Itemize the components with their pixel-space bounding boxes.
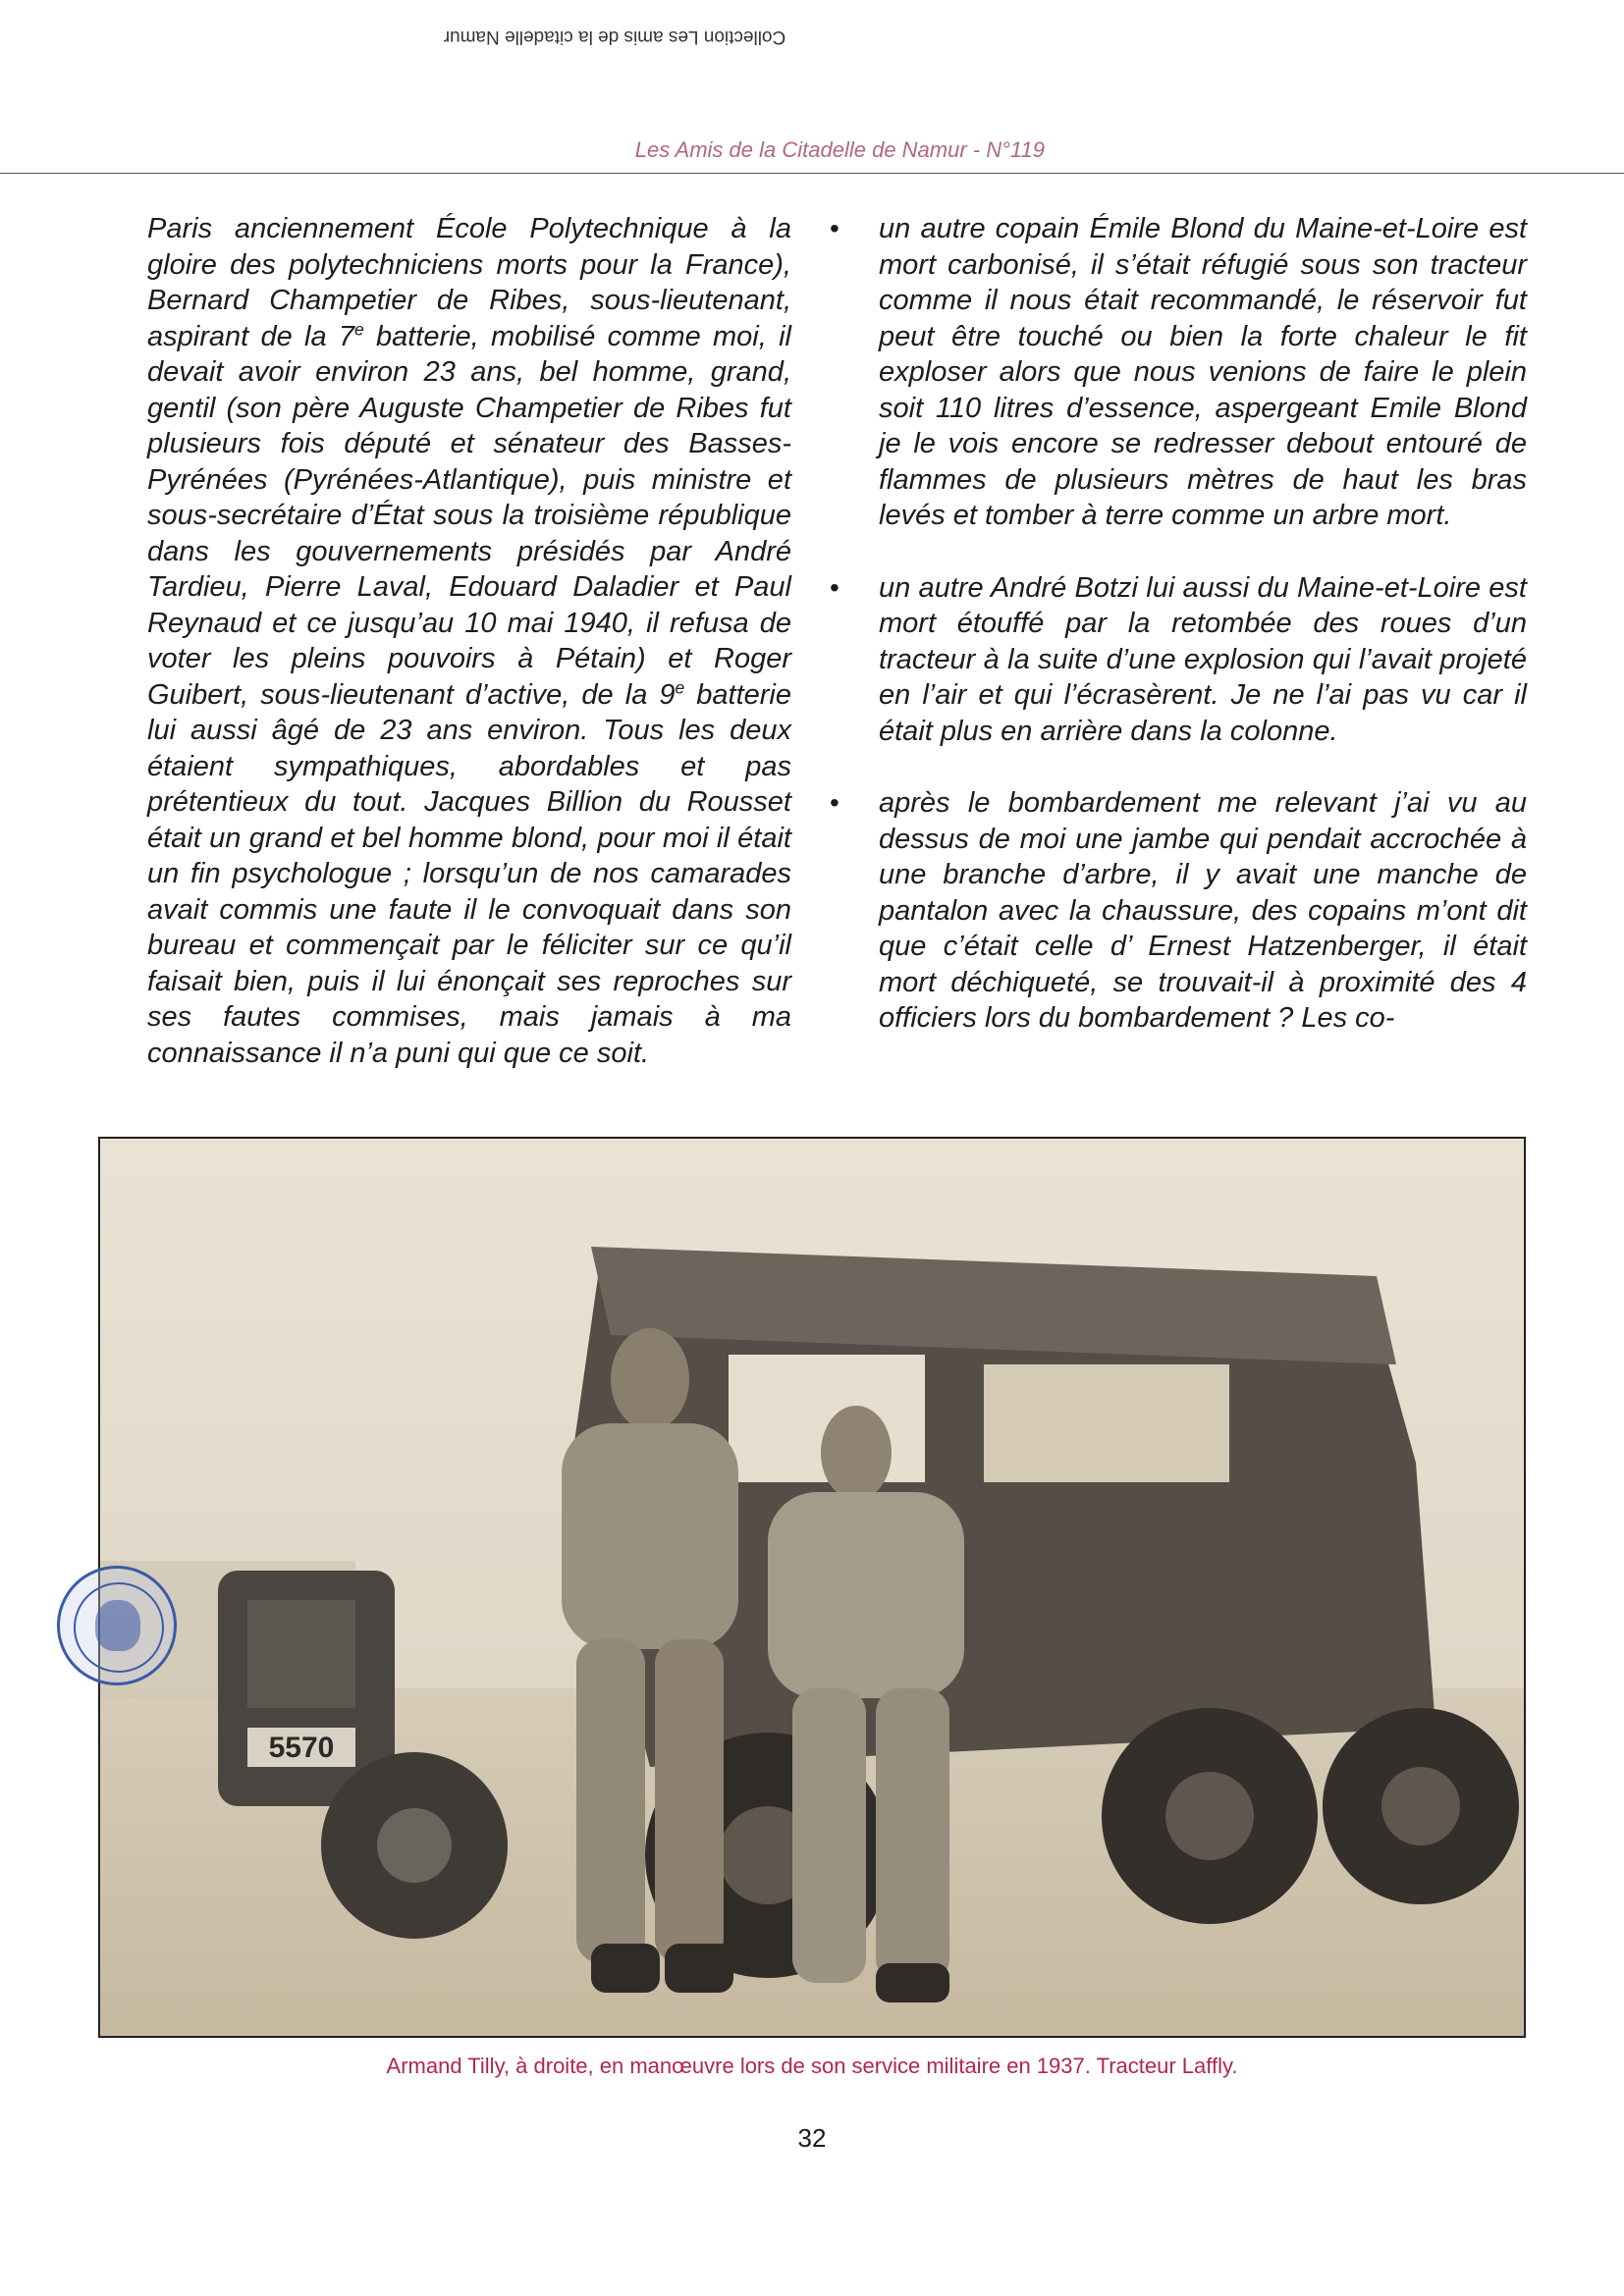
right-text-column (830, 211, 1527, 1073)
tractor-photo-illustration (100, 1139, 1524, 2036)
tractor-rear-hub (1381, 1767, 1460, 1845)
list-item (830, 570, 1527, 750)
bullet-text: un autre André Botzi lui aussi du Maine-et-Loire est mort étouffé par la retombée des roues d’un tracteur à la suite d’une explosion qui l’avait projeté en l’air et qui l’écrasèrent. Je ne l’ai pas vu car il était plus en arrière dans la colonne. (879, 571, 1527, 747)
bullet-list (830, 211, 1527, 1037)
bullet-text: un autre copain Émile Blond du Maine-et-Loire est mort carbonisé, il s’était réfugié sous son tracteur comme il nous était recommandé, le réservoir fut peut être touché ou bien la forte chaleur le fit exploser alors que nous venions de faire le plein soit 110 litres d’essence, aspergeant Emile Blond je le vois encore se redresser debout entouré de flammes de plusieurs mètres de haut les bras levés et tomber à terre comme un arbre mort. (879, 213, 1527, 531)
tractor-middle-hub (1165, 1772, 1254, 1860)
collection-note: Collection Les amis de la citadelle Namur (443, 27, 786, 47)
historical-photo (98, 1137, 1526, 2038)
second-vehicle-hub (377, 1808, 452, 1883)
photo-caption: Armand Tilly, à droite, en manœuvre lors de son service militaire en 1937. Tracteur Laffly. (386, 2054, 1238, 2078)
left-paragraph: Paris anciennement École Polytechnique à la gloire des polytechniciens morts pour la France), Bernard Champetier de Ribes, sous-lieutenant, aspirant de la 7e batterie, mobilisé comme moi, il devait avoir environ 23 ans, bel homme, grand, gentil (son père Auguste Champetier de Ribes fut plusieurs fois député et sénateur des Basses-Pyrénées (Pyrénées-Atlantique), puis ministre et sous-secrétaire d’État sous la troisième république dans les gouvernements présidés par André Tardieu, Pierre Laval, Edouard Daladier et Paul Reynaud et ce jusqu’au 10 mai 1940, il refusa de voter les pleins pouvoirs à Pétain) et Roger Guibert, sous-lieutenant d’active, de la 9e batterie lui aussi âgé de 23 ans environ. Tous les deux étaient sympathiques, abordables et pas prétentieux du tout. Jacques Billion du Rousset était un grand et bel homme blond, pour moi il était un fin psychologue ; lorsqu’un de nos camarades avait commis une faute il le convoquait dans son bureau et commençait par le féliciter sur ce qu’il faisait bien, puis il lui énonçait ses reproches sur ses fautes commises, mais jamais à ma connaissance il n’a puni qui que ce soit. (147, 213, 791, 1069)
license-plate-text: 5570 (268, 1732, 335, 1764)
bullet-text: après le bombardement me relevant j’ai vu au dessus de moi une jambe qui pendait accrochée à une branche d’arbre, il y avait une manche de pantalon avec la chaussure, des copains m’ont dit que c’était celle d’ Ernest Hatzenberger, il était mort déchiqueté, se trouvait-il à proximité des 4 officiers lors du bombardement ? Les co- (879, 787, 1527, 1034)
running-header: Les Amis de la Citadelle de Namur - N°119 (634, 137, 1045, 162)
list-item (830, 785, 1527, 1037)
page-number: 32 (797, 2123, 827, 2153)
bullet-icon: • (830, 213, 839, 243)
bullet-icon: • (830, 787, 839, 818)
left-text-column (147, 211, 791, 1071)
library-stamp (57, 1566, 177, 1685)
header-rule (0, 173, 1624, 174)
list-item (830, 211, 1527, 534)
bullet-icon: • (830, 571, 839, 603)
tractor-rear-window (984, 1364, 1229, 1482)
second-vehicle-grille (247, 1600, 355, 1708)
